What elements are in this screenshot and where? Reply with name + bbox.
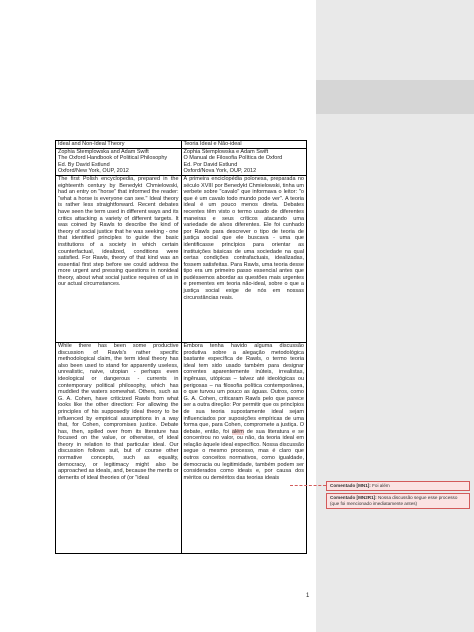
table-row	[56, 342, 307, 553]
table-row	[56, 148, 307, 175]
header-en[interactable]: Ideal and Non-Ideal Theory	[56, 141, 182, 149]
citation-line: The Oxford Handbook of Political Philosophy	[58, 155, 168, 162]
comment-text: Foi além	[372, 483, 390, 488]
comment-box[interactable]	[326, 481, 470, 491]
paragraph-text: de sua literatura e se concentrou no valor, ou não, da teoria ideal em relação àquele ideal específico. Nossa discussão segue o mesmo processo, mas é claro que outros conceitos normativos, como igualdade, democracia ou legitimidade, também podem ser considerados como ideais e, por causa dos méritos ou deméritos das teorias ideais	[183, 428, 304, 481]
citation-line: O Manual de Filosofia Política de Oxford	[183, 155, 283, 162]
table-row	[56, 141, 307, 149]
citation-line: Ed. Por David Estlund	[183, 161, 238, 168]
comment-text: Nossa discussão segue esse processo (que foi mencionado imediatamente antes)	[330, 495, 458, 506]
translation-table	[55, 140, 307, 554]
paragraph-en[interactable]: The first Polish encyclopedia, prepared in the eighteenth century by Benedykt Chmielowski, had an entry on "horse" that informed the reader: "what a horse is everyone can see." Ideal theory is rather less straightforward. Recent debates have seen the term used in different ways and its critics attacking a variety of different targets. It was coined by Rawls to describe the kind of theory of social justice that he was seeking - one that identified principles to guide the basic institutions of a society in which certain counterfactual, idealized, conditions were satisfied. For Rawls, theory of that kind was an essential first step before we could address the more urgent and pressing questions in nonideal theory, about what social justice requires of us in our actual circumstances.	[56, 175, 182, 342]
citation-line: Oxford/Nova York, OUP, 2012	[183, 168, 257, 175]
comment-author-tag: Comentado [MN2R1]:	[330, 495, 377, 500]
comment-connector-line	[290, 485, 326, 486]
citation-en[interactable]	[56, 148, 182, 175]
paragraph-pt[interactable]	[181, 342, 307, 553]
comment-box[interactable]	[326, 493, 470, 509]
header-pt[interactable]: Teoria Ideal e Não-ideal	[181, 141, 307, 149]
paragraph-en[interactable]: While there has been some productive discussion of Rawls's rather specific methodological claim, the term ideal theory has also been used to stand for apparently useless, unrealistic, naive, utopian - perhaps even ideological or dangerous - currents in contemporary political philosophy, which has muddied the waters somewhat. Others, such as G. A. Cohen, have criticized Rawls from what looks like the other direction: For allowing the principles of his supposedly ideal theory to be influenced by empirical assumptions in a way that, for Cohen, compromises justice. Debate has, then, spilled over from its literature has focused on the value, or otherwise, of ideal theory in relation to that particular ideal. Our discussion follows suit, but of course other normative concepts, such as equality, democracy, or legitimacy might also be approached as ideals, and, because the merits or demerits of ideal theories of (or "ideal	[56, 342, 182, 553]
page-number: 1	[306, 593, 310, 599]
paragraph-text: Embora tenha havido alguma discussão produtiva sobre a alegação metodológica bastante específica de Rawls, o termo teoria ideal tem sido usado também para designar correntes aparentemente inúteis, irrealistas, ingênuas, utópicas – talvez até ideológicas ou perigosas – na filosofia política contemporânea, o que turvou um pouco as águas. Outros, como G. A. Cohen, criticaram Rawls pelo que parece ser a outra direção: Por permitir que os princípios de sua teoria supostamente ideal sejam influenciados por suposições empíricas de uma forma que, para Cohen, compromete a justiça. O debate, então, foi	[183, 342, 304, 435]
table-row	[56, 175, 307, 342]
citation-line: Oxford/New York, OUP, 2012	[58, 168, 129, 175]
citation-line: Zophia Stemplowska e Adam Swift	[183, 148, 269, 155]
paragraph-pt[interactable]: A primeira enciclopédia polonesa, preparada no século XVIII por Benedykt Chmielowski, tinha um verbete sobre "cavalo" que informava o leitor: "o que é um cavalo todo mundo pode ver". A teoria ideal é um pouco menos direta. Debates recentes têm visto o termo usado de diferentes maneiras e seus críticos atacando uma variedade de alvos diferentes. Ele foi cunhado por Rawls para descrever o tipo de teoria de justiça social que ele buscava - uma que identificasse princípios para orientar as instituições básicas de uma sociedade na qual certas condições contrafactuais, idealizadas, fossem satisfeitas. Para Rawls, uma teoria desse tipo era um primeiro passo essencial antes que pudéssemos abordar as questões mais urgentes e prementes em teoria não-ideal, sobre o que a justiça social exige de nós em nossas circunstâncias reais.	[181, 175, 307, 342]
citation-pt[interactable]	[181, 148, 307, 175]
comment-author-tag: Comentado [MN1]:	[330, 483, 371, 488]
commented-text-highlight[interactable]: além	[231, 428, 244, 435]
comments-pane-header	[316, 80, 474, 114]
citation-line: Zophia Stemplowska and Adam Swift	[58, 148, 149, 155]
citation-line: Ed. By David Estlund	[58, 161, 110, 168]
